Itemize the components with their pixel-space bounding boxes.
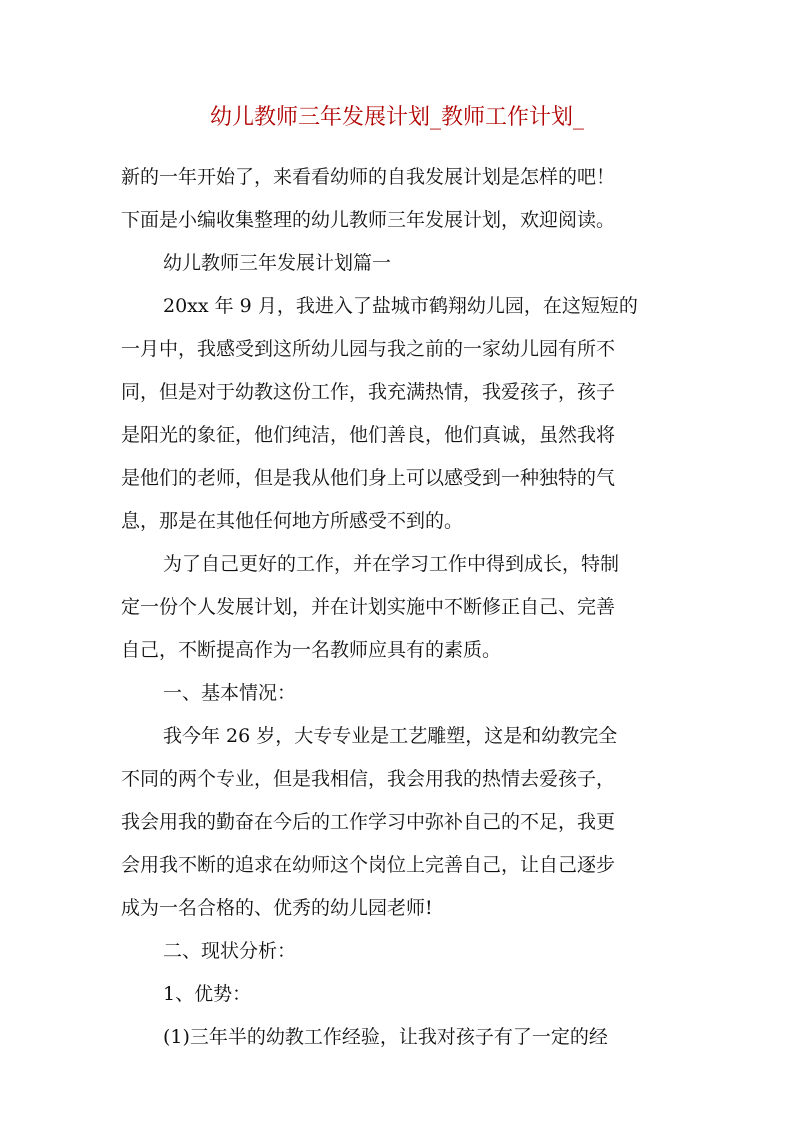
body-line: 自己，不断提高作为一名教师应具有的素质。 [121, 639, 502, 661]
section-heading: 二、现状分析： [163, 940, 297, 962]
body-line: 同，但是对于幼教这份工作，我充满热情，我爱孩子，孩子 [121, 381, 616, 403]
body-line: 我会用我的勤奋在今后的工作学习中弥补自己的不足，我更 [121, 811, 616, 833]
body-line: (1)三年半的幼教工作经验，让我对孩子有了一定的经 [163, 1026, 608, 1048]
body-line: 我今年 26 岁，大专专业是工艺雕塑，这是和幼教完全 [163, 725, 618, 747]
body-line: 一月中，我感受到这所幼儿园与我之前的一家幼儿园有所不 [121, 338, 616, 360]
subsection-heading: 1、优势： [163, 983, 252, 1005]
section-heading: 一、基本情况： [163, 682, 297, 704]
body-line: 成为一名合格的、优秀的幼儿园老师! [121, 897, 433, 919]
body-line: 息，那是在其他任何地方所感受不到的。 [121, 510, 464, 532]
section-heading: 幼儿教师三年发展计划篇一 [163, 252, 392, 274]
body-line: 不同的两个专业，但是我相信，我会用我的热情去爱孩子， [121, 768, 616, 790]
body-line: 会用我不断的追求在幼师这个岗位上完善自己，让自己逐步 [121, 854, 616, 876]
body-line: 20xx 年 9 月，我进入了盐城市鹤翔幼儿园，在这短短的 [163, 295, 638, 317]
document-title: 幼儿教师三年发展计划_教师工作计划_ [209, 105, 584, 130]
body-line: 为了自己更好的工作，并在学习工作中得到成长，特制 [163, 553, 620, 575]
body-line: 是阳光的象征，他们纯洁，他们善良，他们真诚，虽然我将 [121, 424, 616, 446]
body-line: 是他们的老师，但是我从他们身上可以感受到一种独特的气 [121, 467, 616, 489]
body-line: 新的一年开始了，来看看幼师的自我发展计划是怎样的吧！ [121, 166, 616, 188]
body-line: 定一份个人发展计划，并在计划实施中不断修正自己、完善 [121, 596, 616, 618]
body-line: 下面是小编收集整理的幼儿教师三年发展计划，欢迎阅读。 [121, 209, 616, 231]
